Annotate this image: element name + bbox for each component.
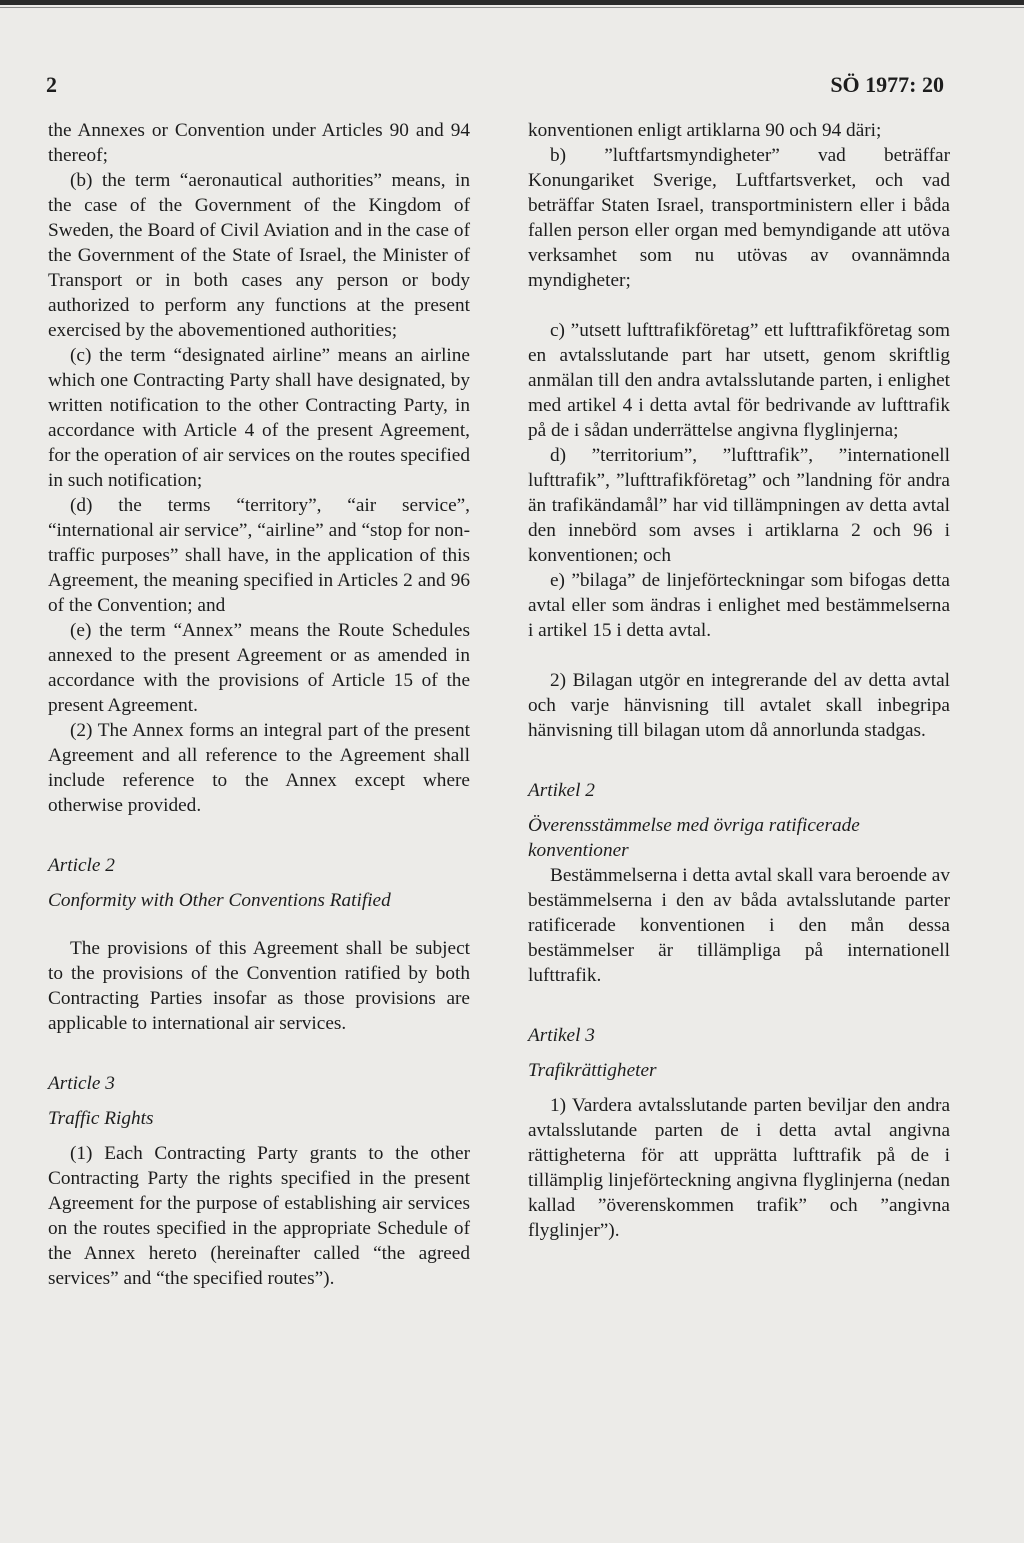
sv-paragraph-b: b) ”luftfartsmyndigheter” vad beträffar Konungariket Sverige, Luftfartsverket, och vad beträffar Staten Israel, transportministern eller i båda fallen person eller organ med bemyndigande att utöva verksamhet som nu utövas av ovannämnda myndigheter; (528, 145, 950, 291)
en-article-3-title: Traffic Rights (48, 1108, 154, 1129)
sv-paragraph-d: d) ”territorium”, ”lufttrafik”, ”internationell lufttrafik”, ”lufttrafikföretag” och ”landning för andra än trafikändamål” har vid tillämpningen av detta avtal den innebörd som avses i artiklarna 2 och 96 i konventionen; och (528, 445, 950, 566)
sv-paragraph-e: e) ”bilaga” de linjeförteckningar som bifogas detta avtal eller som ändras i enlighet med bestämmelserna i artikel 15 i detta avtal. (528, 570, 950, 641)
en-article-2-text: The provisions of this Agreement shall be subject to the provisions of the Convention ratified by both Contracting Parties insofar as those provisions are applicable to international air services. (48, 938, 470, 1034)
en-article-3-text: (1) Each Contracting Party grants to the other Contracting Party the rights specified in the present Agreement for the purpose of establishing air services on the routes specified in the appropriate Schedule of the Annex hereto (hereinafter called “the agreed services” and “the specified routes”). (48, 1143, 470, 1289)
en-paragraph-2: (2) The Annex forms an integral part of the present Agreement and all reference to the Agreement shall include reference to the Annex except where otherwise provided. (48, 720, 470, 816)
english-column (48, 118, 470, 1291)
sv-article-2-heading: Artikel 2 (528, 780, 595, 801)
page-number: 2 (46, 72, 57, 97)
sv-article-2-text: Bestämmelserna i detta avtal skall vara beroende av bestämmelserna i den av båda avtalsslutande parter ratificerade konventionen i den mån dessa bestämmelser är tillämpliga på internationell lufttrafik. (528, 865, 950, 986)
sv-paragraph-c: c) ”utsett lufttrafikföretag” ett lufttrafikföretag som en avtalsslutande part har utsett, genom skriftlig anmälan till den andra avtalsslutande parten, i enlighet med artikel 4 i detta avtal för bedrivande av lufttrafik på de i sådan underrättelse angivna flyglinjerna; (528, 320, 950, 441)
en-article-2-title: Conformity with Other Conventions Ratified (48, 890, 391, 911)
sv-paragraph-1: konventionen enligt artiklarna 90 och 94 däri; (528, 120, 882, 141)
swedish-column (528, 118, 950, 1243)
en-paragraph-e: (e) the term “Annex” means the Route Schedules annexed to the present Agreement or as amended in accordance with the provisions of Article 15 of the present Agreement. (48, 620, 470, 716)
sv-paragraph-2: 2) Bilagan utgör en integrerande del av detta avtal och varje hänvisning till avtalet skall inbegripa hänvisning till bilagan utom då annorlunda stadgas. (528, 670, 950, 741)
sv-article-2-title: Överensstämmelse med övriga ratificerade konventioner (528, 815, 860, 861)
sv-article-3-heading: Artikel 3 (528, 1025, 595, 1046)
en-paragraph-c: (c) the term “designated airline” means an airline which one Contracting Party shall have designated, by written notification to the other Contracting Party, in accordance with Article 4 of the present Agreement, for the operation of air services on the routes specified in such notification; (48, 345, 470, 491)
top-rule (0, 0, 1024, 5)
top-rule-thin (0, 7, 1024, 8)
en-article-2-heading: Article 2 (48, 855, 115, 876)
en-paragraph-d: (d) the terms “territory”, “air service”, “international air service”, “airline” and “stop for non-traffic purposes” shall have, in the application of this Agreement, the meaning specified in Articles 2 and 96 of the Convention; and (48, 495, 470, 616)
document-reference: SÖ 1977: 20 (830, 72, 944, 97)
en-paragraph-1: the Annexes or Convention under Articles 90 and 94 thereof; (48, 120, 470, 166)
sv-article-3-text: 1) Vardera avtalsslutande parten beviljar den andra avtalsslutande parten de i detta avtal angivna rättigheterna för att upprätta lufttrafik på de i tillämplig linjeförteckning angivna flyglinjerna (nedan kallad ”överenskommen trafik” och ”angivna flyglinjer”). (528, 1095, 950, 1241)
en-paragraph-b: (b) the term “aeronautical authorities” means, in the case of the Government of the Kingdom of Sweden, the Board of Civil Aviation and in the case of the Government of the State of Israel, the Minister of Transport or in both cases any person or body authorized to perform any functions at the present exercised by the abovementioned authorities; (48, 170, 470, 341)
sv-article-3-title: Trafikrättigheter (528, 1060, 657, 1081)
en-article-3-heading: Article 3 (48, 1073, 115, 1094)
